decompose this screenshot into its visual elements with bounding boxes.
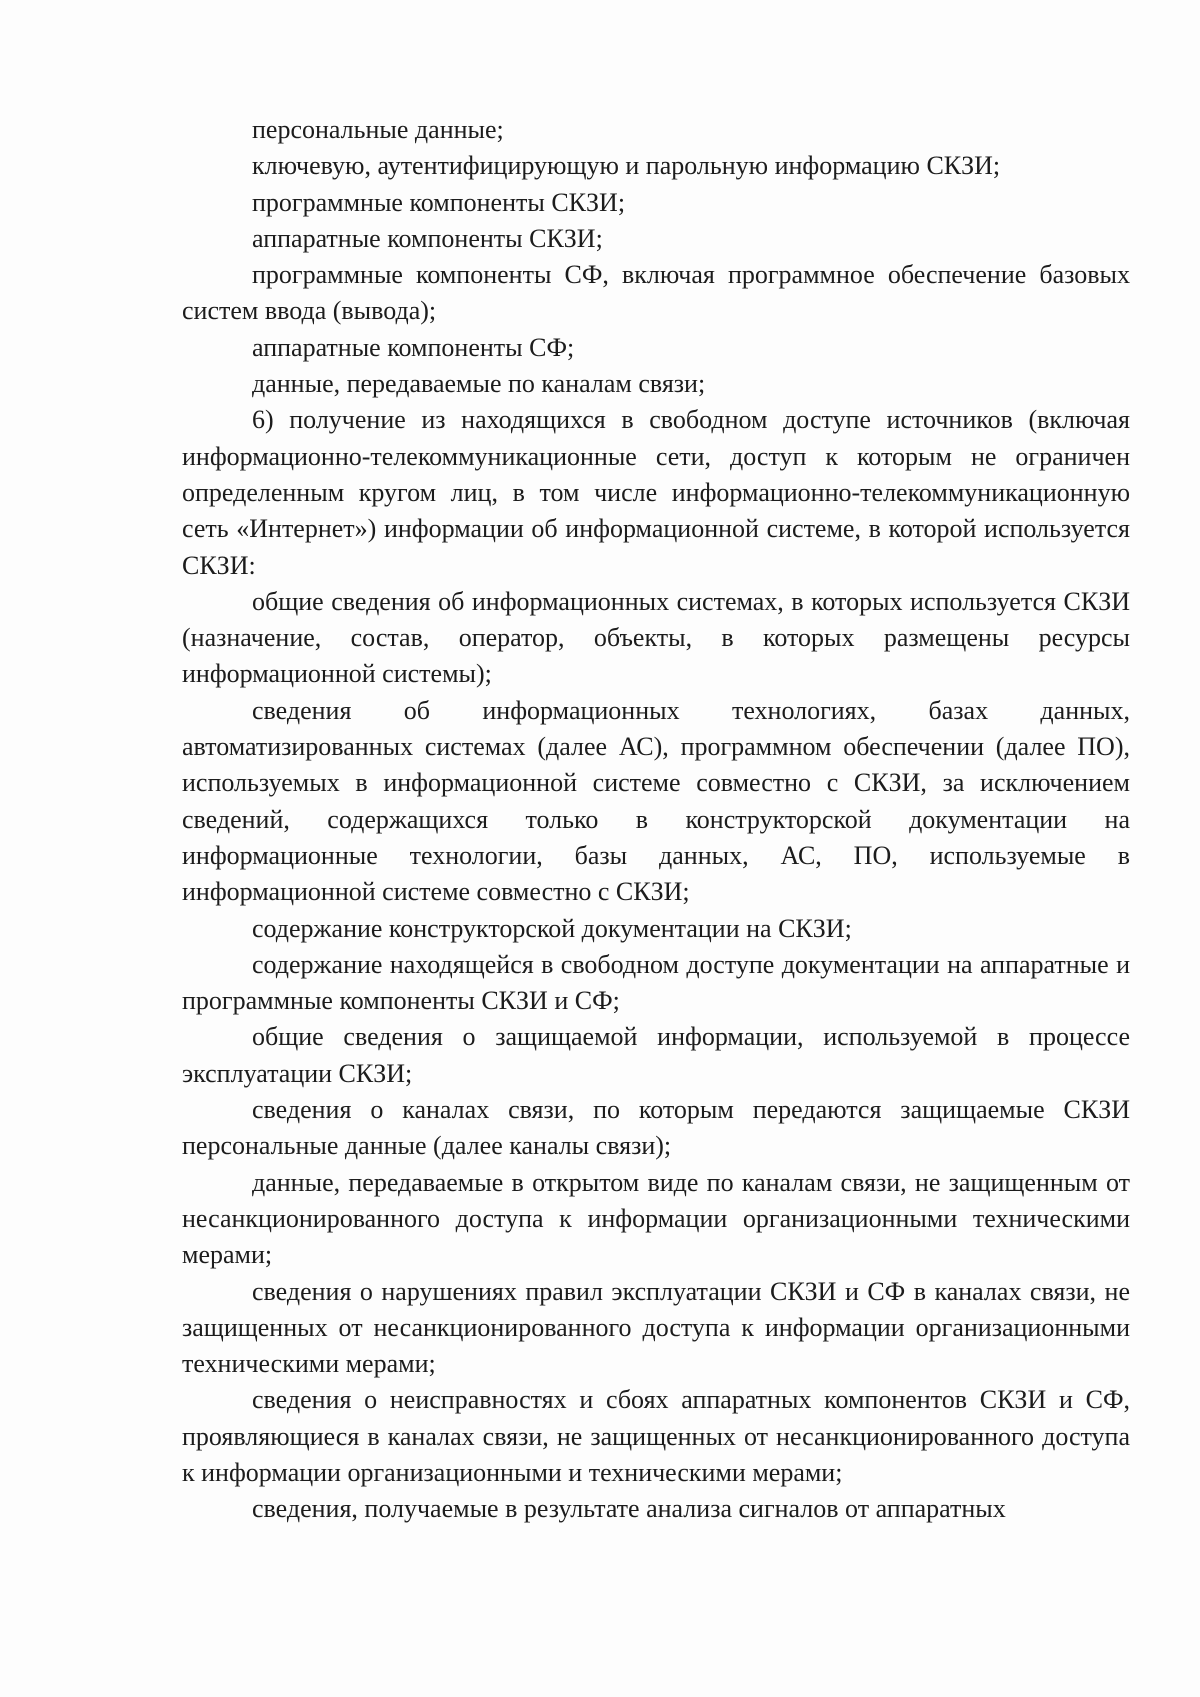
paragraph: аппаратные компоненты СКЗИ;: [252, 223, 603, 253]
paragraph: 6) получение из находящихся в свободном доступе источников (включая информационно-телекоммуникационные сети, доступ к которым не ограничен определенным кругом лиц, в том числе информационно-телекоммуникационную сеть «Интернет») информации об информационной системе, в которой используется СКЗИ:: [182, 405, 1130, 580]
paragraph: содержание конструкторской документации на СКЗИ;: [252, 913, 852, 943]
paragraph: персональные данные;: [252, 115, 504, 144]
paragraph: ключевую, аутентифицирующую и парольную информацию СКЗИ;: [252, 151, 1001, 181]
paragraph: программные компоненты СКЗИ;: [252, 187, 626, 217]
paragraph: общие сведения о защищаемой информации, используемой в процессе эксплуатации СКЗИ;: [182, 1022, 1130, 1088]
paragraph: сведения о каналах связи, по которым передаются защищаемые СКЗИ персональные данные (далее каналы связи);: [182, 1095, 1130, 1161]
paragraph: данные, передаваемые по каналам связи;: [252, 369, 706, 399]
paragraph: данные, передаваемые в открытом виде по каналам связи, не защищенным от несанкционированного доступа к информации организационными техническими мерами;: [182, 1167, 1130, 1270]
paragraph: аппаратные компоненты СФ;: [252, 332, 575, 362]
paragraph: программные компоненты СФ, включая программное обеспечение базовых систем ввода (вывода);: [182, 260, 1130, 326]
paragraph: сведения, получаемые в результате анализа сигналов от аппаратных: [252, 1494, 1006, 1524]
paragraph: сведения о неисправностях и сбоях аппаратных компонентов СКЗИ и СФ, проявляющиеся в каналах связи, не защищенных от несанкционированного доступа к информации организационными и техническими мерами;: [182, 1385, 1130, 1487]
paragraph: общие сведения об информационных системах, в которых используется СКЗИ (назначение, состав, оператор, объекты, в которых размещены ресурсы информационной системы);: [182, 586, 1130, 689]
paragraph: сведения об информационных технологиях, базах данных, автоматизированных системах (далее АС), программном обеспечении (далее ПО), используемых в информационной системе совместно с СКЗИ, за исключением сведений, содержащихся только в конструкторской документации на информационные технологии, базы данных, АС, ПО, используемые в информационной системе совместно с СКЗИ;: [182, 695, 1130, 907]
paragraph: сведения о нарушениях правил эксплуатации СКЗИ и СФ в каналах связи, не защищенных от несанкционированного доступа к информации организационными техническими мерами;: [182, 1276, 1130, 1379]
document-body: [182, 112, 1130, 1528]
paragraph: содержание находящейся в свободном доступе документации на аппаратные и программные компоненты СКЗИ и СФ;: [182, 949, 1130, 1016]
